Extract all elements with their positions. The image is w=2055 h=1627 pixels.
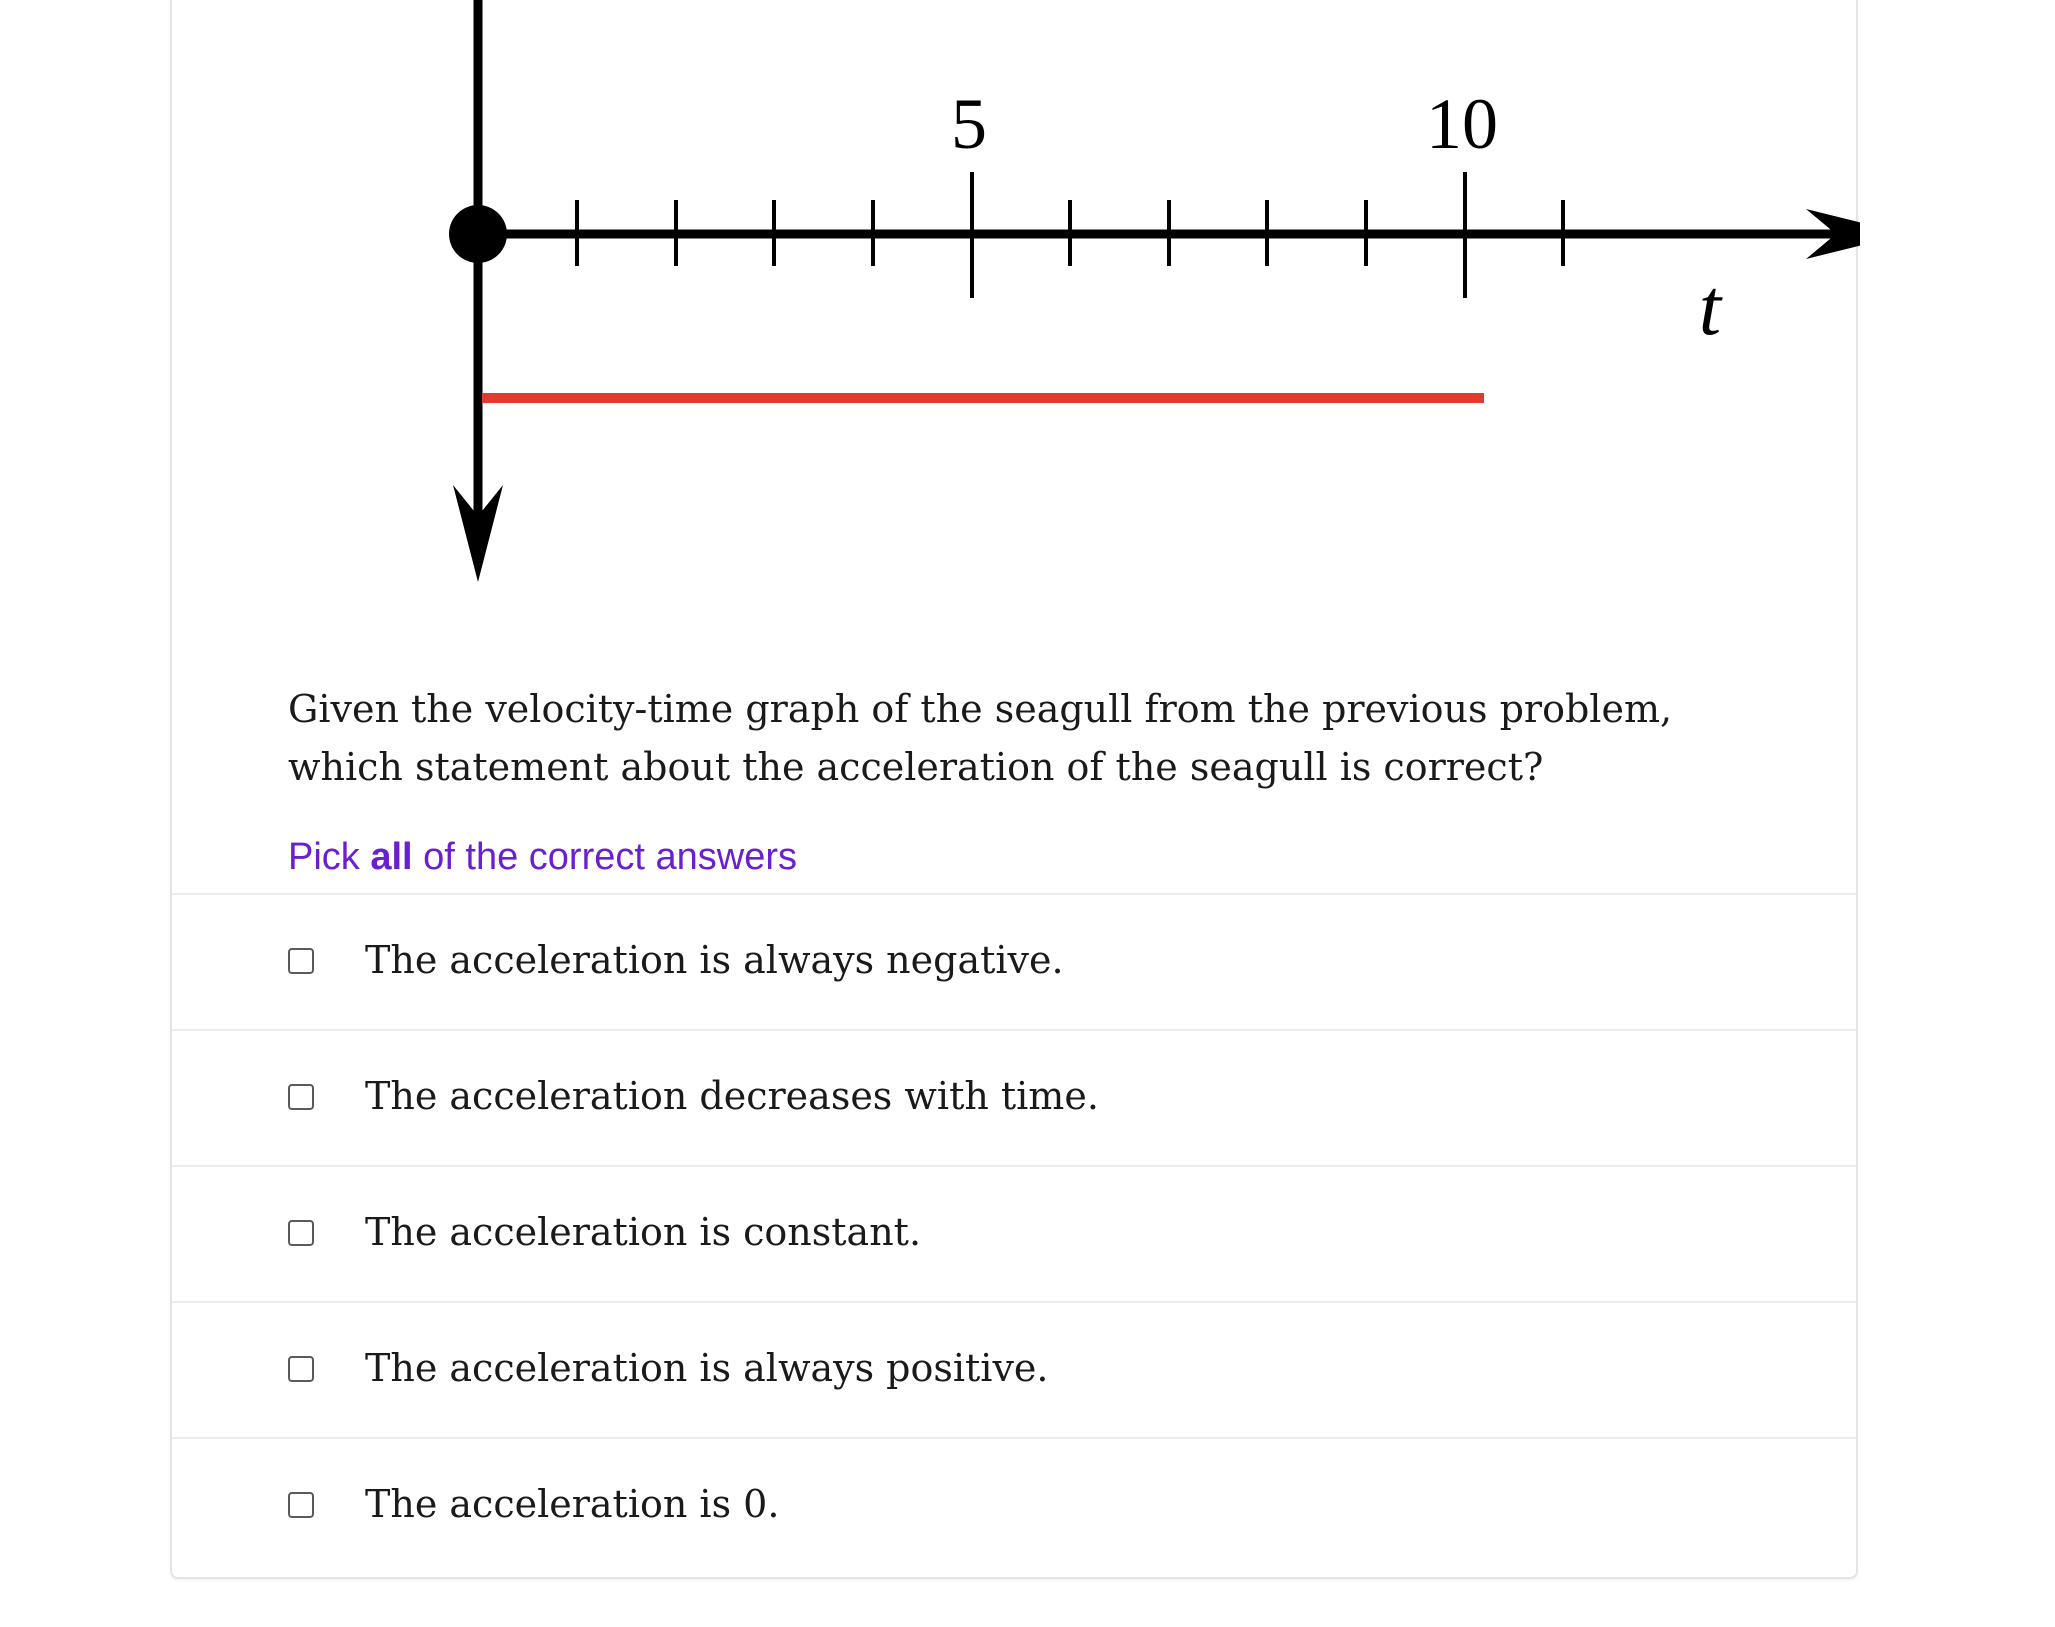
- answer-choices: [172, 893, 1856, 1573]
- answer-label: The acceleration is 0.: [365, 1482, 780, 1526]
- answer-choice-2[interactable]: [172, 1029, 1856, 1165]
- question-text: Given the velocity-time graph of the seagull from the previous problem, which statement about the acceleration of the seagull is correct?: [288, 687, 1673, 789]
- instruction-prefix: Pick: [288, 836, 371, 878]
- question-card: [170, 0, 1858, 1579]
- answer-instruction: [288, 836, 797, 879]
- instruction-suffix: of the correct answers: [412, 836, 797, 878]
- checkbox[interactable]: [288, 948, 314, 974]
- answer-choice-5[interactable]: [172, 1437, 1856, 1573]
- answer-label: The acceleration decreases with time.: [365, 1074, 1099, 1118]
- answer-label: The acceleration is always negative.: [365, 938, 1064, 982]
- checkbox[interactable]: [288, 1356, 314, 1382]
- tick-label-10: 10: [1426, 84, 1498, 164]
- answer-label: The acceleration is always positive.: [365, 1346, 1049, 1390]
- answer-choice-1[interactable]: [172, 893, 1856, 1029]
- instruction-emphasis: all: [370, 836, 413, 878]
- checkbox[interactable]: [288, 1084, 314, 1110]
- time-axis-label: t: [1698, 264, 1722, 352]
- checkbox[interactable]: [288, 1492, 314, 1518]
- checkbox[interactable]: [288, 1220, 314, 1246]
- velocity-time-graph: [172, 0, 1860, 596]
- answer-choice-4[interactable]: [172, 1301, 1856, 1437]
- tick-label-5: 5: [951, 84, 987, 164]
- origin-dot: [449, 205, 507, 263]
- answer-label: The acceleration is constant.: [365, 1210, 922, 1254]
- answer-choice-3[interactable]: [172, 1165, 1856, 1301]
